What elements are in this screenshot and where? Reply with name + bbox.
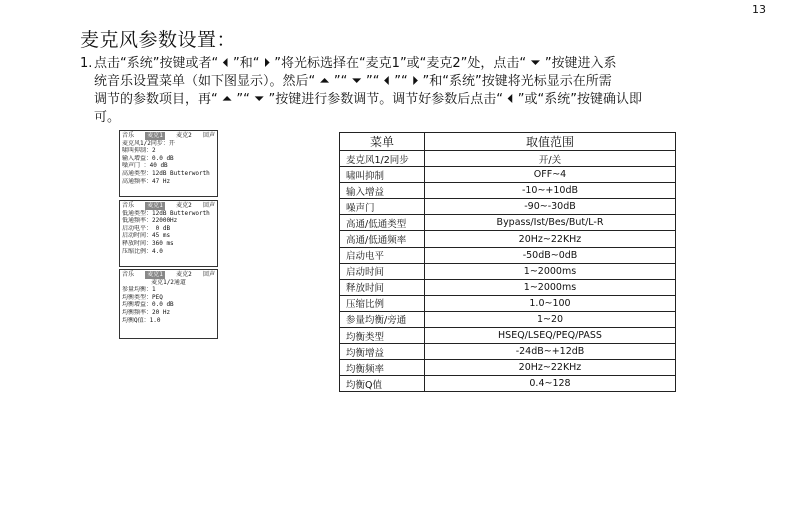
lcd-header — [122, 202, 215, 210]
range-cell: 1.0~100 — [425, 295, 676, 311]
menu-cell: 输入增益 — [340, 183, 425, 199]
instruction-line: 点击“系统”按键或者“ ⏴ ”和“ ⏵ ”将光标选择在“麦克1”或“麦克2”处，点击“ ⏷ ”按键进入系 — [94, 56, 617, 71]
table-row — [340, 215, 676, 231]
table-row — [340, 263, 676, 279]
menu-cell: 参量均衡/旁通 — [340, 311, 425, 327]
menu-cell: 噪声门 — [340, 199, 425, 215]
menu-cell: 均衡增益 — [340, 344, 425, 360]
table-row — [340, 360, 676, 376]
header-menu: 菜单 — [340, 133, 425, 151]
lcd-row: 噪声门 ：40 dB — [122, 162, 168, 170]
table-row — [340, 311, 676, 327]
menu-cell: 均衡频率 — [340, 360, 425, 376]
table-row — [340, 231, 676, 247]
range-cell: 开/关 — [425, 151, 676, 167]
menu-cell: 压缩比例 — [340, 295, 425, 311]
range-cell: 1~2000ms — [425, 263, 676, 279]
table-row — [340, 295, 676, 311]
lcd-row: 均衡增益：0.0 dB — [122, 301, 174, 309]
range-cell: 1~20 — [425, 311, 676, 327]
lcd-tab: 回声 — [202, 202, 215, 209]
menu-cell: 麦克风1/2同步 — [340, 151, 425, 167]
lcd-tab: 麦克1 — [147, 132, 163, 139]
lcd-tab: 回声 — [202, 271, 215, 278]
lcd-row: 释放时间：360 ms — [122, 239, 174, 247]
instruction-line: 统音乐设置菜单（如下图显示）。然后“ ⏶ ”“ ⏷ ”“ ⏴ ”“ ⏵ ”和“系统”按键将光标显示在所需 — [94, 74, 612, 89]
range-cell: 0.4~128 — [425, 376, 676, 392]
lcd-row: 高通类型：12dB Butterworth — [122, 169, 210, 177]
range-cell: OFF~4 — [425, 167, 676, 183]
menu-cell: 启动时间 — [340, 263, 425, 279]
range-cell: -24dB~+12dB — [425, 344, 676, 360]
lcd-row: 参量均衡：1 — [122, 286, 156, 294]
range-cell: -50dB~0dB — [425, 247, 676, 263]
lcd-row: 高通频率：47 Hz — [122, 177, 171, 185]
instruction-paragraph — [80, 55, 720, 127]
range-cell: 1~2000ms — [425, 279, 676, 295]
lcd-screen-1 — [119, 130, 218, 197]
lcd-tab: 麦克2 — [176, 202, 192, 209]
range-cell: HSEQ/LSEQ/PEQ/PASS — [425, 328, 676, 344]
menu-cell: 启动电平 — [340, 247, 425, 263]
lcd-row: 启动时间：45 ms — [122, 232, 171, 240]
lcd-row: 启动电平： 0 dB — [122, 224, 171, 232]
lcd-tab: 音乐 — [122, 202, 135, 209]
table-row — [340, 151, 676, 167]
lcd-tab: 麦克1 — [147, 271, 163, 278]
lcd-row: 啸叫抑制：2 — [122, 147, 156, 155]
table-row — [340, 199, 676, 215]
table-row — [340, 344, 676, 360]
lcd-tab: 麦克2 — [176, 132, 192, 139]
table-row — [340, 247, 676, 263]
lcd-tab: 音乐 — [122, 132, 135, 139]
lcd-row: 输入增益：0.0 dB — [122, 154, 174, 162]
table-row — [340, 183, 676, 199]
instruction-number: 1. — [80, 56, 93, 71]
menu-cell: 释放时间 — [340, 279, 425, 295]
range-cell: -90~-30dB — [425, 199, 676, 215]
table-body — [340, 151, 676, 392]
menu-cell: 均衡类型 — [340, 328, 425, 344]
range-cell: 20Hz~22KHz — [425, 360, 676, 376]
lcd-tab: 麦克1 — [147, 202, 163, 209]
instruction-line: 可。 — [94, 110, 121, 125]
table-row — [340, 328, 676, 344]
range-cell: Bypass/Ist/Bes/But/L-R — [425, 215, 676, 231]
lcd-header — [122, 271, 215, 279]
table-header-row — [340, 133, 676, 151]
lcd-header — [122, 132, 215, 140]
page-title: 麦克风参数设置： — [80, 29, 237, 51]
lcd-subtitle: 麦克1/2通道 — [151, 278, 186, 286]
page-number: 13 — [752, 3, 766, 16]
parameter-table — [339, 132, 676, 392]
lcd-row: 均衡Q值：1.0 — [122, 316, 161, 324]
lcd-tab: 麦克2 — [176, 271, 192, 278]
lcd-screen-2 — [119, 200, 218, 267]
lcd-tab: 音乐 — [122, 271, 135, 278]
lcd-row: 低通类型：12dB Butterworth — [122, 209, 210, 217]
menu-cell: 高通/低通频率 — [340, 231, 425, 247]
range-cell: -10~+10dB — [425, 183, 676, 199]
range-cell: 20Hz~22KHz — [425, 231, 676, 247]
lcd-screen-3 — [119, 269, 218, 339]
menu-cell: 高通/低通类型 — [340, 215, 425, 231]
menu-cell: 啸叫抑制 — [340, 167, 425, 183]
table-row — [340, 376, 676, 392]
lcd-row: 低通频率：22000Hz — [122, 217, 178, 225]
lcd-tab: 回声 — [202, 132, 215, 139]
header-range: 取值范围 — [425, 133, 676, 151]
menu-cell: 均衡Q值 — [340, 376, 425, 392]
lcd-row: 均衡类型：PEQ — [122, 293, 163, 301]
lcd-row: 压缩比例：4.0 — [122, 247, 163, 255]
table-row — [340, 279, 676, 295]
lcd-row: 麦克风1/2同步：开 — [122, 139, 175, 147]
lcd-row: 均衡频率：20 Hz — [122, 308, 171, 316]
instruction-line: 调节的参数项目，再“ ⏶ ”“ ⏷ ”按键进行参数调节。调节好参数后点击“ ⏴ ”或“系统”按键确认即 — [94, 92, 642, 107]
table-row — [340, 167, 676, 183]
